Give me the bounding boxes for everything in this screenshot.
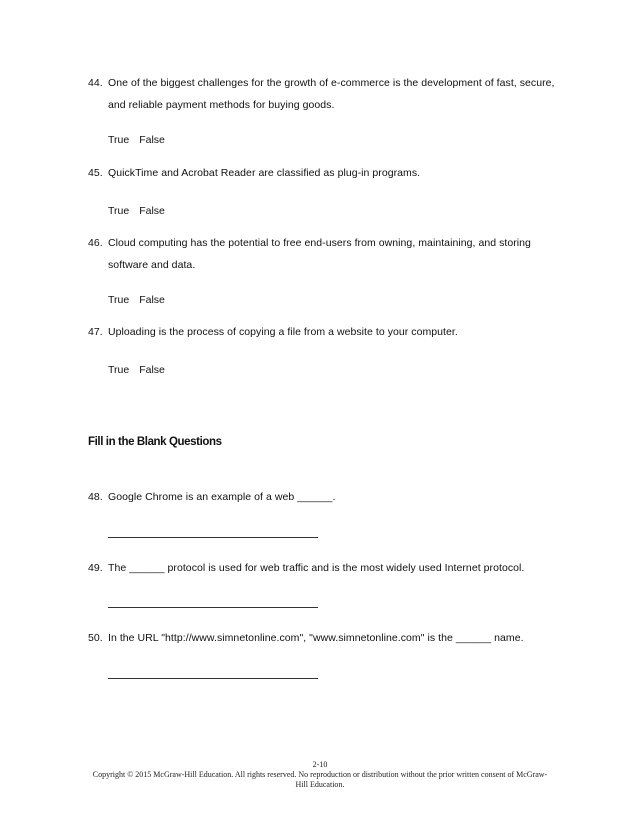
true-false-options-44 bbox=[108, 133, 165, 147]
false-option: False bbox=[139, 364, 165, 376]
question-text: One of the biggest challenges for the growth of e-commerce is the development of fast, secure, and reliable payment methods for buying goods. bbox=[108, 77, 555, 111]
true-option: True bbox=[108, 294, 130, 306]
true-false-options-46 bbox=[108, 293, 165, 307]
question-number: 45. bbox=[88, 167, 103, 179]
question-text: QuickTime and Acrobat Reader are classified as plug-in programs. bbox=[108, 167, 421, 179]
answer-blank-line bbox=[108, 607, 318, 608]
page-number: 2-10 bbox=[312, 760, 328, 769]
question-text: Cloud computing has the potential to free end-users from owning, maintaining, and storing software and data. bbox=[108, 237, 531, 271]
question-number: 49. bbox=[88, 562, 103, 574]
false-option: False bbox=[139, 205, 165, 217]
question-number: 44. bbox=[88, 77, 103, 89]
question-48 bbox=[88, 486, 568, 508]
question-47 bbox=[88, 321, 568, 343]
question-text: Uploading is the process of copying a file from a website to your computer. bbox=[108, 326, 458, 338]
question-text: The ______ protocol is used for web traffic and is the most widely used Internet protocol. bbox=[108, 562, 525, 574]
section-heading: Fill in the Blank Questions bbox=[88, 436, 222, 448]
true-option: True bbox=[108, 134, 130, 146]
question-text: In the URL "http://www.simnetonline.com", "www.simnetonline.com" is the ______ name. bbox=[108, 632, 524, 644]
question-number: 48. bbox=[88, 491, 103, 503]
true-option: True bbox=[108, 205, 130, 217]
question-number: 47. bbox=[88, 326, 103, 338]
question-49 bbox=[88, 557, 568, 579]
false-option: False bbox=[139, 134, 165, 146]
question-number: 46. bbox=[88, 237, 103, 249]
question-number: 50. bbox=[88, 632, 103, 644]
page-footer bbox=[90, 760, 550, 790]
question-46 bbox=[88, 232, 568, 276]
true-false-options-47 bbox=[108, 363, 165, 377]
false-option: False bbox=[139, 294, 165, 306]
true-false-options-45 bbox=[108, 204, 165, 218]
question-50 bbox=[88, 627, 568, 649]
question-text: Google Chrome is an example of a web ______. bbox=[108, 491, 336, 503]
answer-blank-line bbox=[108, 537, 318, 538]
copyright-notice: Copyright © 2015 McGraw-Hill Education. All rights reserved. No reproduction or distribution without the prior written consent of McGraw-Hill Education. bbox=[92, 770, 548, 789]
question-45 bbox=[88, 162, 568, 184]
true-option: True bbox=[108, 364, 130, 376]
question-44 bbox=[88, 72, 568, 116]
answer-blank-line bbox=[108, 678, 318, 679]
